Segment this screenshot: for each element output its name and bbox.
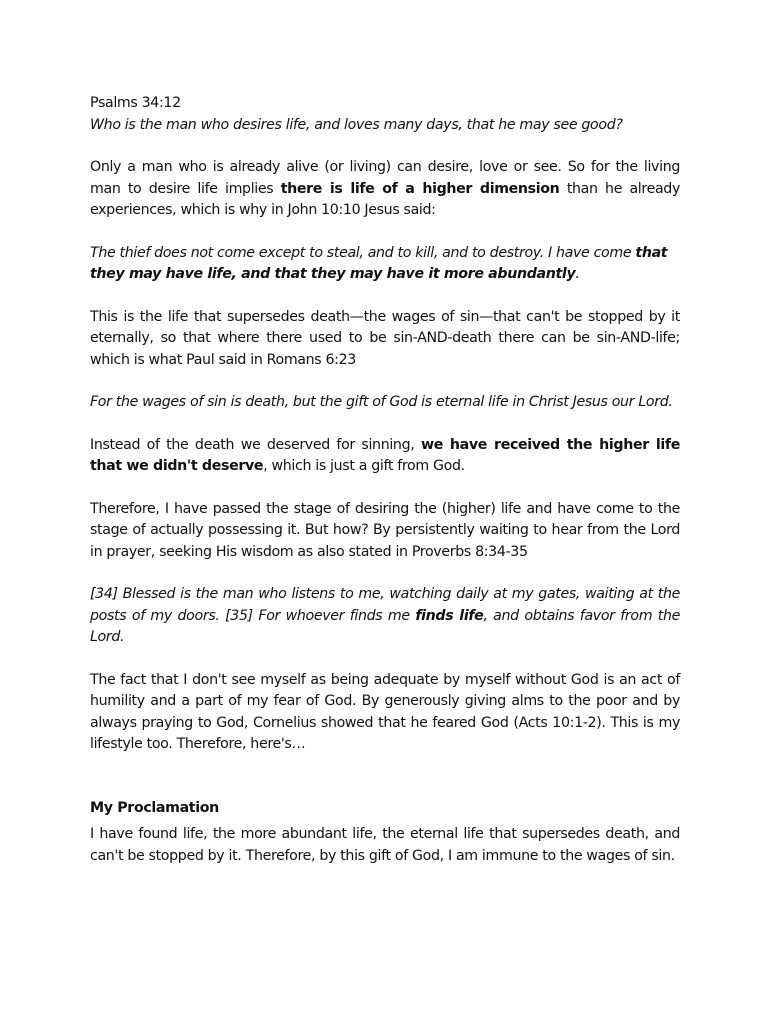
quote-1-emphasis: that they may have life, and that they may have it more abundantly: [90, 244, 668, 282]
paragraph-1-text-c: than he already experiences, which is why in John 10:10 Jesus said:: [90, 180, 680, 218]
paragraph-5: The fact that I don't see myself as being adequate by myself without God is an act of humility and a part of my fear of God. By generously giving alms to the poor and by always praying to God, Cornelius showed that he feared God (Acts 10:1-2). This is my lifestyle too. Therefore, here's…: [90, 671, 680, 752]
paragraph-4: Therefore, I have passed the stage of desiring the (higher) life and have come to the stage of actually possessing it. But how? By persistently waiting to hear from the Lord in prayer, seeking His wisdom as also stated in Proverbs 8:34-35: [90, 500, 680, 560]
quote-1-text-c: .: [575, 266, 580, 282]
quote-3-text-c: , and obtains favor from the Lord.: [90, 607, 680, 645]
quote-3-text-a: [34] Blessed is the man who listens to me, watching daily at my gates, waiting at the posts of my doors. [35] For whoever finds me: [90, 586, 680, 624]
paragraph-6: I have found life, the more abundant life, the eternal life that supersedes death, and can't be stopped by it. Therefore, by this gift of God, I am immune to the wages of sin.: [90, 826, 680, 864]
paragraph-1-emphasis: there is life of a higher dimension: [280, 180, 560, 197]
paragraph-3: [90, 435, 680, 478]
verse-reference: Psalms 34:12: [90, 95, 181, 111]
section-heading: My Proclamation: [90, 799, 219, 816]
quote-john-10-10: [90, 243, 680, 286]
paragraph-1: [90, 157, 680, 222]
paragraph-3-emphasis: we have received the higher life that we didn't deserve: [90, 436, 680, 474]
quote-1-text-a: The thief does not come except to steal, and to kill, and to destroy. I have come: [90, 244, 636, 261]
paragraph-3-text-a: Instead of the death we deserved for sinning,: [90, 436, 421, 453]
quote-romans-6-23: For the wages of sin is death, but the gift of God is eternal life in Christ Jesus our Lord.: [90, 394, 673, 410]
verse-quote: Who is the man who desires life, and loves many days, that he may see good?: [90, 116, 623, 133]
quote-proverbs-8-34: [90, 584, 680, 649]
paragraph-3-text-c: , which is just a gift from God.: [263, 458, 465, 474]
document-page: [90, 93, 680, 867]
paragraph-2: This is the life that supersedes death—the wages of sin—that can't be stopped by it eternally, so that where there used to be sin-AND-death there can be sin-AND-life; which is what Paul said in Romans 6:23: [90, 308, 680, 368]
paragraph-1-text-a: Only a man who is already alive (or living) can desire, love or see. So for the living man to desire life implies: [90, 159, 680, 197]
quote-3-emphasis: finds life: [415, 607, 484, 624]
